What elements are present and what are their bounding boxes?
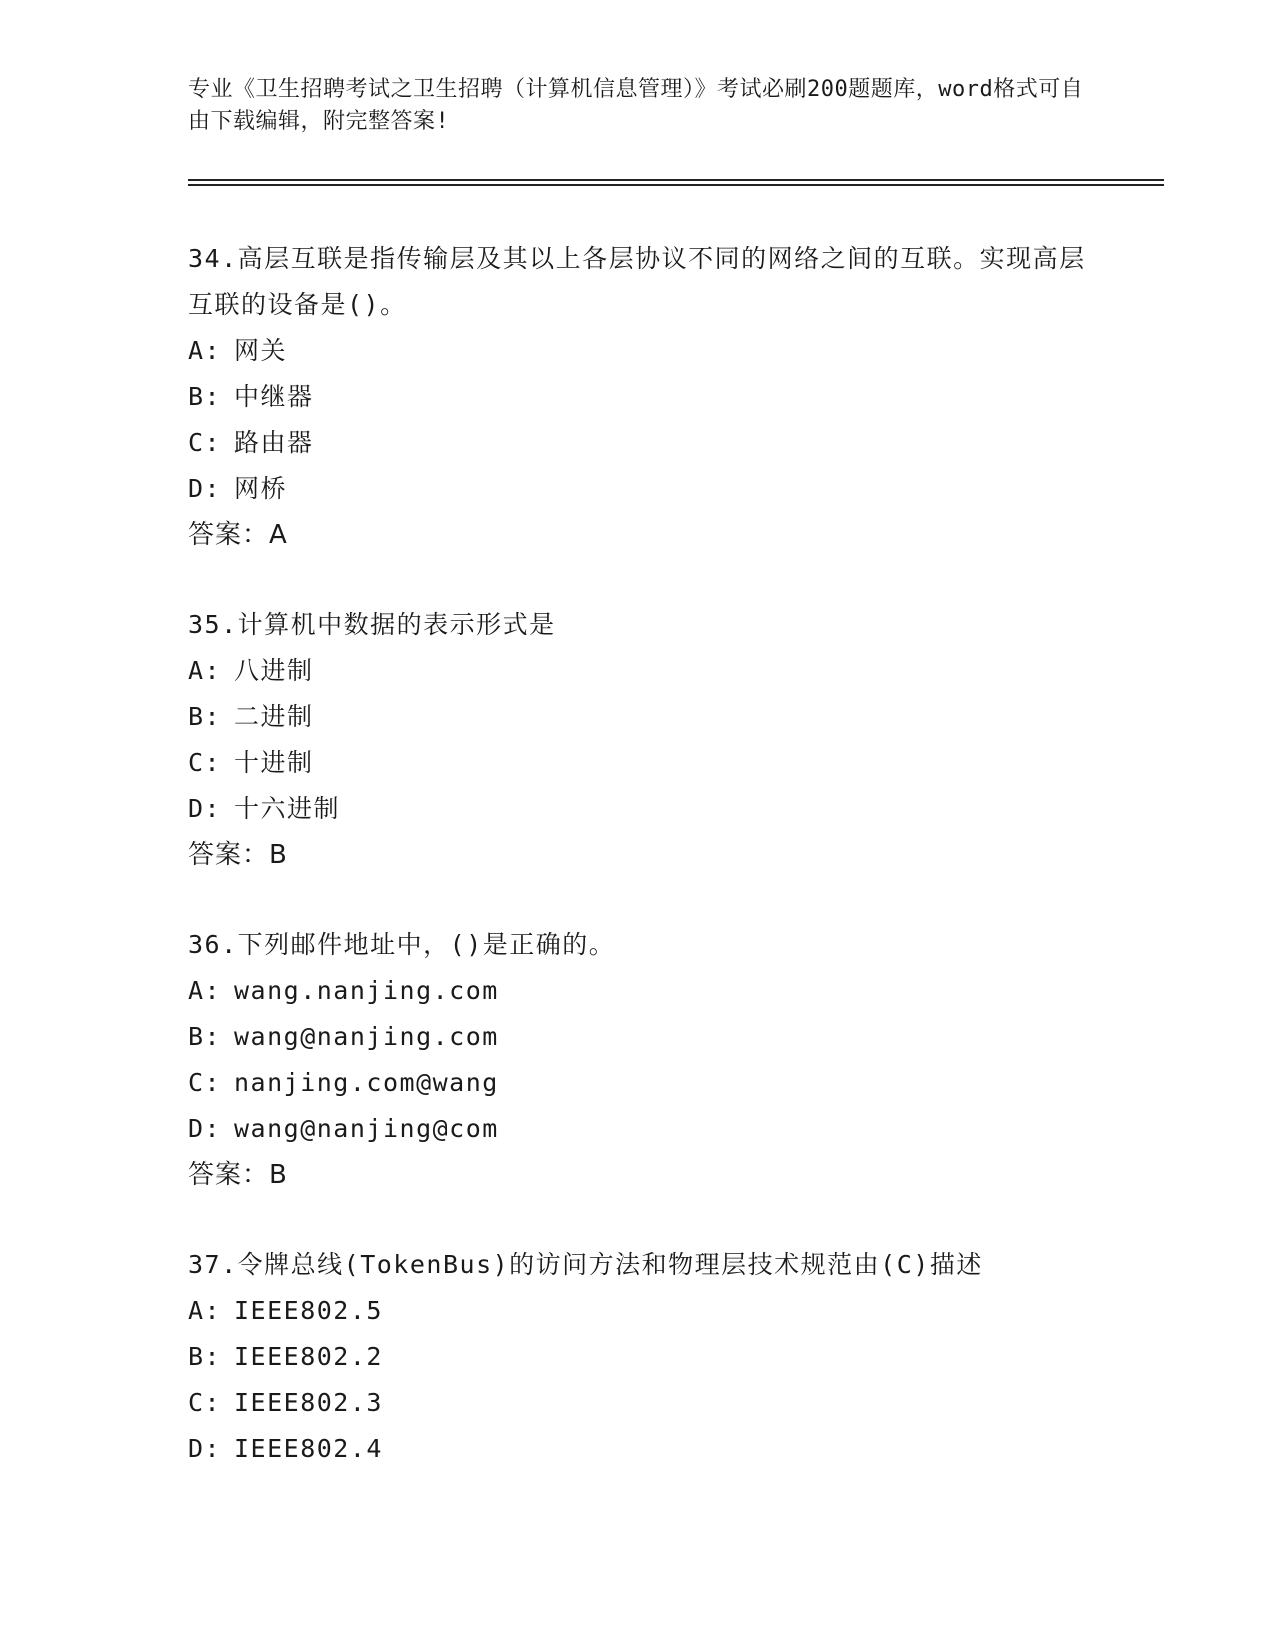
option-letter: C: xyxy=(188,1068,222,1097)
document-header: 专业《卫生招聘考试之卫生招聘（计算机信息管理）》考试必刷200题题库，word格式可自由下载编辑，附完整答案! xyxy=(188,77,1084,134)
option-b xyxy=(188,374,1088,420)
question-stem: 36.下列邮件地址中，()是正确的。 xyxy=(188,930,616,959)
option-d xyxy=(188,1106,1088,1152)
option-text: IEEE802.3 xyxy=(234,1388,383,1417)
question-stem: 35.计算机中数据的表示形式是 xyxy=(188,610,556,639)
option-text: wang@nanjing@com xyxy=(234,1114,499,1143)
option-text: nanjing.com@wang xyxy=(234,1068,499,1097)
answer-line: 答案：A xyxy=(188,520,288,550)
option-text: wang.nanjing.com xyxy=(234,976,499,1005)
option-letter: A: xyxy=(188,1296,222,1325)
option-text: IEEE802.5 xyxy=(234,1296,383,1325)
option-letter: A: xyxy=(188,976,222,1005)
option-text: 网关 xyxy=(234,336,288,365)
option-text: 路由器 xyxy=(234,428,314,457)
option-letter: C: xyxy=(188,1388,222,1417)
option-b xyxy=(188,1014,1088,1060)
option-a xyxy=(188,1288,1088,1334)
option-b xyxy=(188,1334,1088,1380)
option-text: 十六进制 xyxy=(234,794,341,823)
question-37 xyxy=(188,1242,1088,1472)
option-d xyxy=(188,466,1088,512)
option-letter: D: xyxy=(188,474,222,503)
option-letter: C: xyxy=(188,428,222,457)
option-text: 十进制 xyxy=(234,748,314,777)
option-letter: A: xyxy=(188,656,222,685)
option-a xyxy=(188,968,1088,1014)
option-c xyxy=(188,1060,1088,1106)
option-letter: B: xyxy=(188,382,222,411)
option-letter: D: xyxy=(188,1114,222,1143)
option-text: 网桥 xyxy=(234,474,288,503)
option-text: IEEE802.4 xyxy=(234,1434,383,1463)
option-letter: A: xyxy=(188,336,222,365)
option-letter: B: xyxy=(188,1022,222,1051)
option-letter: B: xyxy=(188,702,222,731)
option-text: 二进制 xyxy=(234,702,314,731)
option-letter: D: xyxy=(188,794,222,823)
option-text: IEEE802.2 xyxy=(234,1342,383,1371)
question-34 xyxy=(188,236,1088,558)
option-a xyxy=(188,328,1088,374)
option-d xyxy=(188,786,1088,832)
question-36 xyxy=(188,922,1088,1198)
option-letter: B: xyxy=(188,1342,222,1371)
option-text: wang@nanjing.com xyxy=(234,1022,499,1051)
option-c xyxy=(188,740,1088,786)
option-text: 中继器 xyxy=(234,382,314,411)
header-divider-bottom xyxy=(188,184,1164,186)
question-35 xyxy=(188,602,1088,878)
question-stem: 37.令牌总线(TokenBus)的访问方法和物理层技术规范由(C)描述 xyxy=(188,1250,983,1279)
header-divider-top xyxy=(188,179,1164,181)
option-c xyxy=(188,420,1088,466)
option-b xyxy=(188,694,1088,740)
option-d xyxy=(188,1426,1088,1472)
answer-line: 答案：B xyxy=(188,840,288,870)
question-stem: 34.高层互联是指传输层及其以上各层协议不同的网络之间的互联。实现高层互联的设备是()。 xyxy=(188,244,1086,319)
answer-line: 答案：B xyxy=(188,1160,288,1190)
option-c xyxy=(188,1380,1088,1426)
option-letter: D: xyxy=(188,1434,222,1463)
option-letter: C: xyxy=(188,748,222,777)
option-a xyxy=(188,648,1088,694)
option-text: 八进制 xyxy=(234,656,314,685)
